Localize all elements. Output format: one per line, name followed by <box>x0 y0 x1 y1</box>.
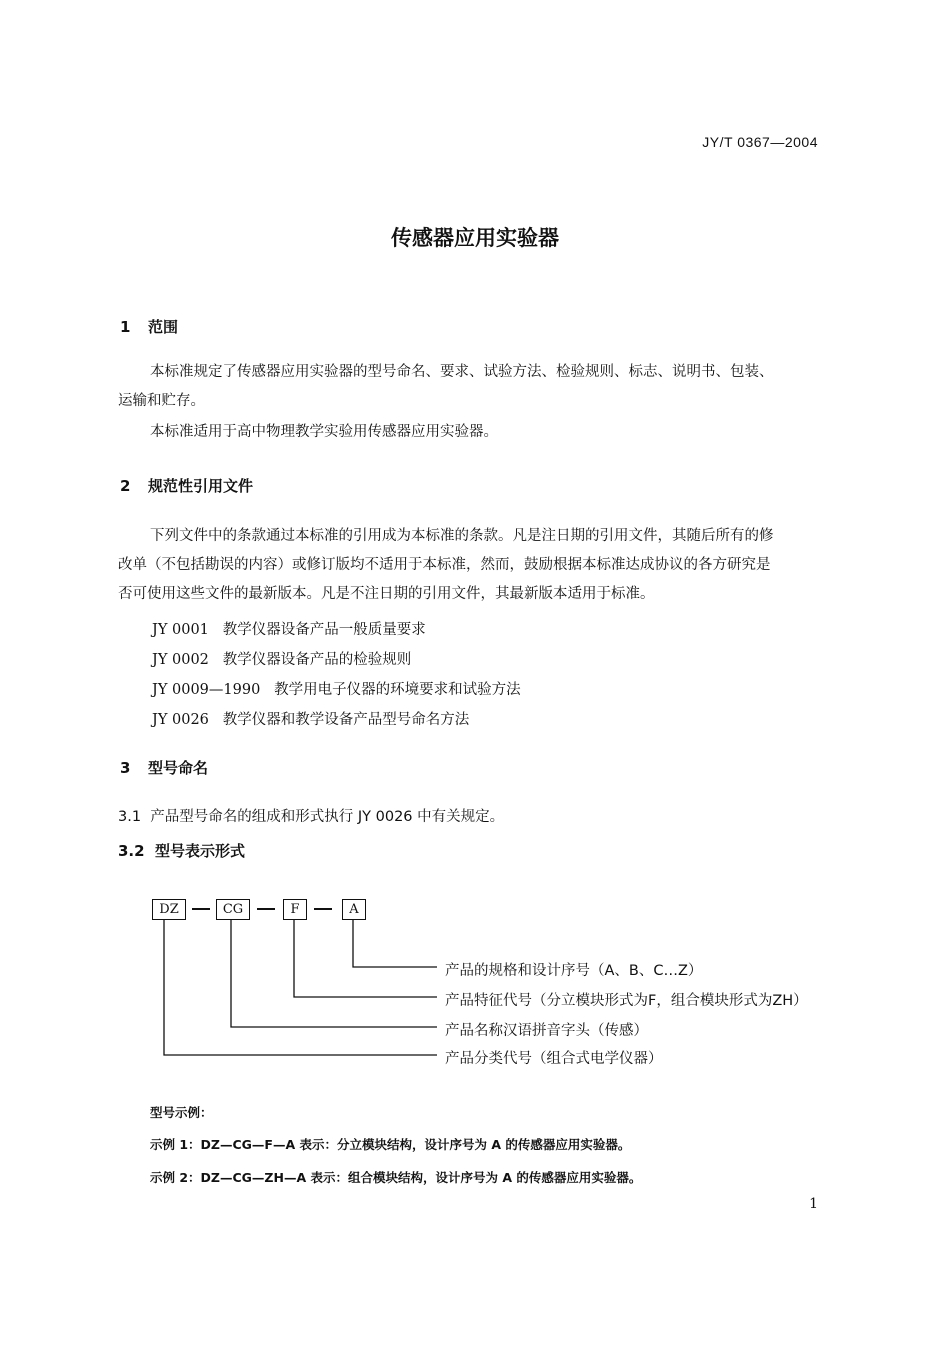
section-1-para-1-line-2: 运输和贮存。 <box>118 393 205 409</box>
subsection-number: 3.2 <box>118 842 145 860</box>
section-1-para-2: 本标准适用于高中物理教学实验用传感器应用实验器。 <box>150 424 498 440</box>
section-2-para-line-2: 改单（不包括勘误的内容）或修订版均不适用于本标准，然而，鼓励根据本标准达成协议的各方研究是 <box>118 557 771 573</box>
code-box-spec: A <box>342 899 366 920</box>
example-1: 示例 1：DZ—CG—F—A 表示：分立模块结构，设计序号为 A 的传感器应用实验器。 <box>150 1137 631 1152</box>
section-title: 规范性引用文件 <box>148 477 254 495</box>
code-box-name: CG <box>216 899 250 920</box>
callout-spec: 产品的规格和设计序号（A、B、C…Z） <box>445 963 703 979</box>
reference-title: 教学仪器和教学设备产品型号命名方法 <box>222 712 470 728</box>
code-box-feature: F <box>283 899 307 920</box>
reference-code: JY 0009—1990 <box>152 682 261 698</box>
section-2-para-line-1: 下列文件中的条款通过本标准的引用成为本标准的条款。凡是注日期的引用文件，其随后所有的修 <box>150 528 774 544</box>
subsection-number: 3.1 <box>118 809 142 825</box>
subsection-title: 型号表示形式 <box>155 842 246 860</box>
page-title: 传感器应用实验器 <box>391 226 559 250</box>
section-number: 3 <box>120 759 131 777</box>
callout-name: 产品名称汉语拼音字头（传感） <box>445 1023 648 1039</box>
connector-name <box>231 920 437 1027</box>
section-1-para-1-line-1: 本标准规定了传感器应用实验器的型号命名、要求、试验方法、检验规则、标志、说明书、包装、 <box>150 364 774 380</box>
page-number: 1 <box>809 1196 818 1212</box>
reference-title: 教学仪器设备产品一般质量要求 <box>222 622 426 638</box>
section-2-para-line-3: 否可使用这些文件的最新版本。凡是不注日期的引用文件，其最新版本适用于标准。 <box>118 586 655 602</box>
code-box-category: DZ <box>152 899 186 920</box>
reference-code: JY 0002 <box>152 652 209 668</box>
connector-category <box>164 920 437 1055</box>
callout-feature: 产品特征代号（分立模块形式为F，组合模块形式为ZH） <box>445 993 808 1009</box>
section-title: 型号命名 <box>148 759 209 777</box>
reference-title: 教学仪器设备产品的检验规则 <box>222 652 412 668</box>
reference-code: JY 0001 <box>152 622 209 638</box>
reference-code: JY 0026 <box>152 712 209 728</box>
example-2: 示例 2：DZ—CG—ZH—A 表示：组合模块结构，设计序号为 A 的传感器应用实验器。 <box>150 1170 642 1185</box>
callout-category: 产品分类代号（组合式电学仪器） <box>445 1051 663 1067</box>
examples-heading: 型号示例： <box>150 1105 213 1120</box>
section-number: 1 <box>120 318 131 336</box>
connector-feature <box>294 920 437 997</box>
subsection-text: 产品型号命名的组成和形式执行 JY 0026 中有关规定。 <box>150 809 505 825</box>
connector-spec <box>353 920 437 967</box>
section-title: 范围 <box>148 318 179 336</box>
document-code: JY/T 0367—2004 <box>702 134 818 150</box>
section-number: 2 <box>120 477 131 495</box>
reference-title: 教学用电子仪器的环境要求和试验方法 <box>274 682 521 698</box>
